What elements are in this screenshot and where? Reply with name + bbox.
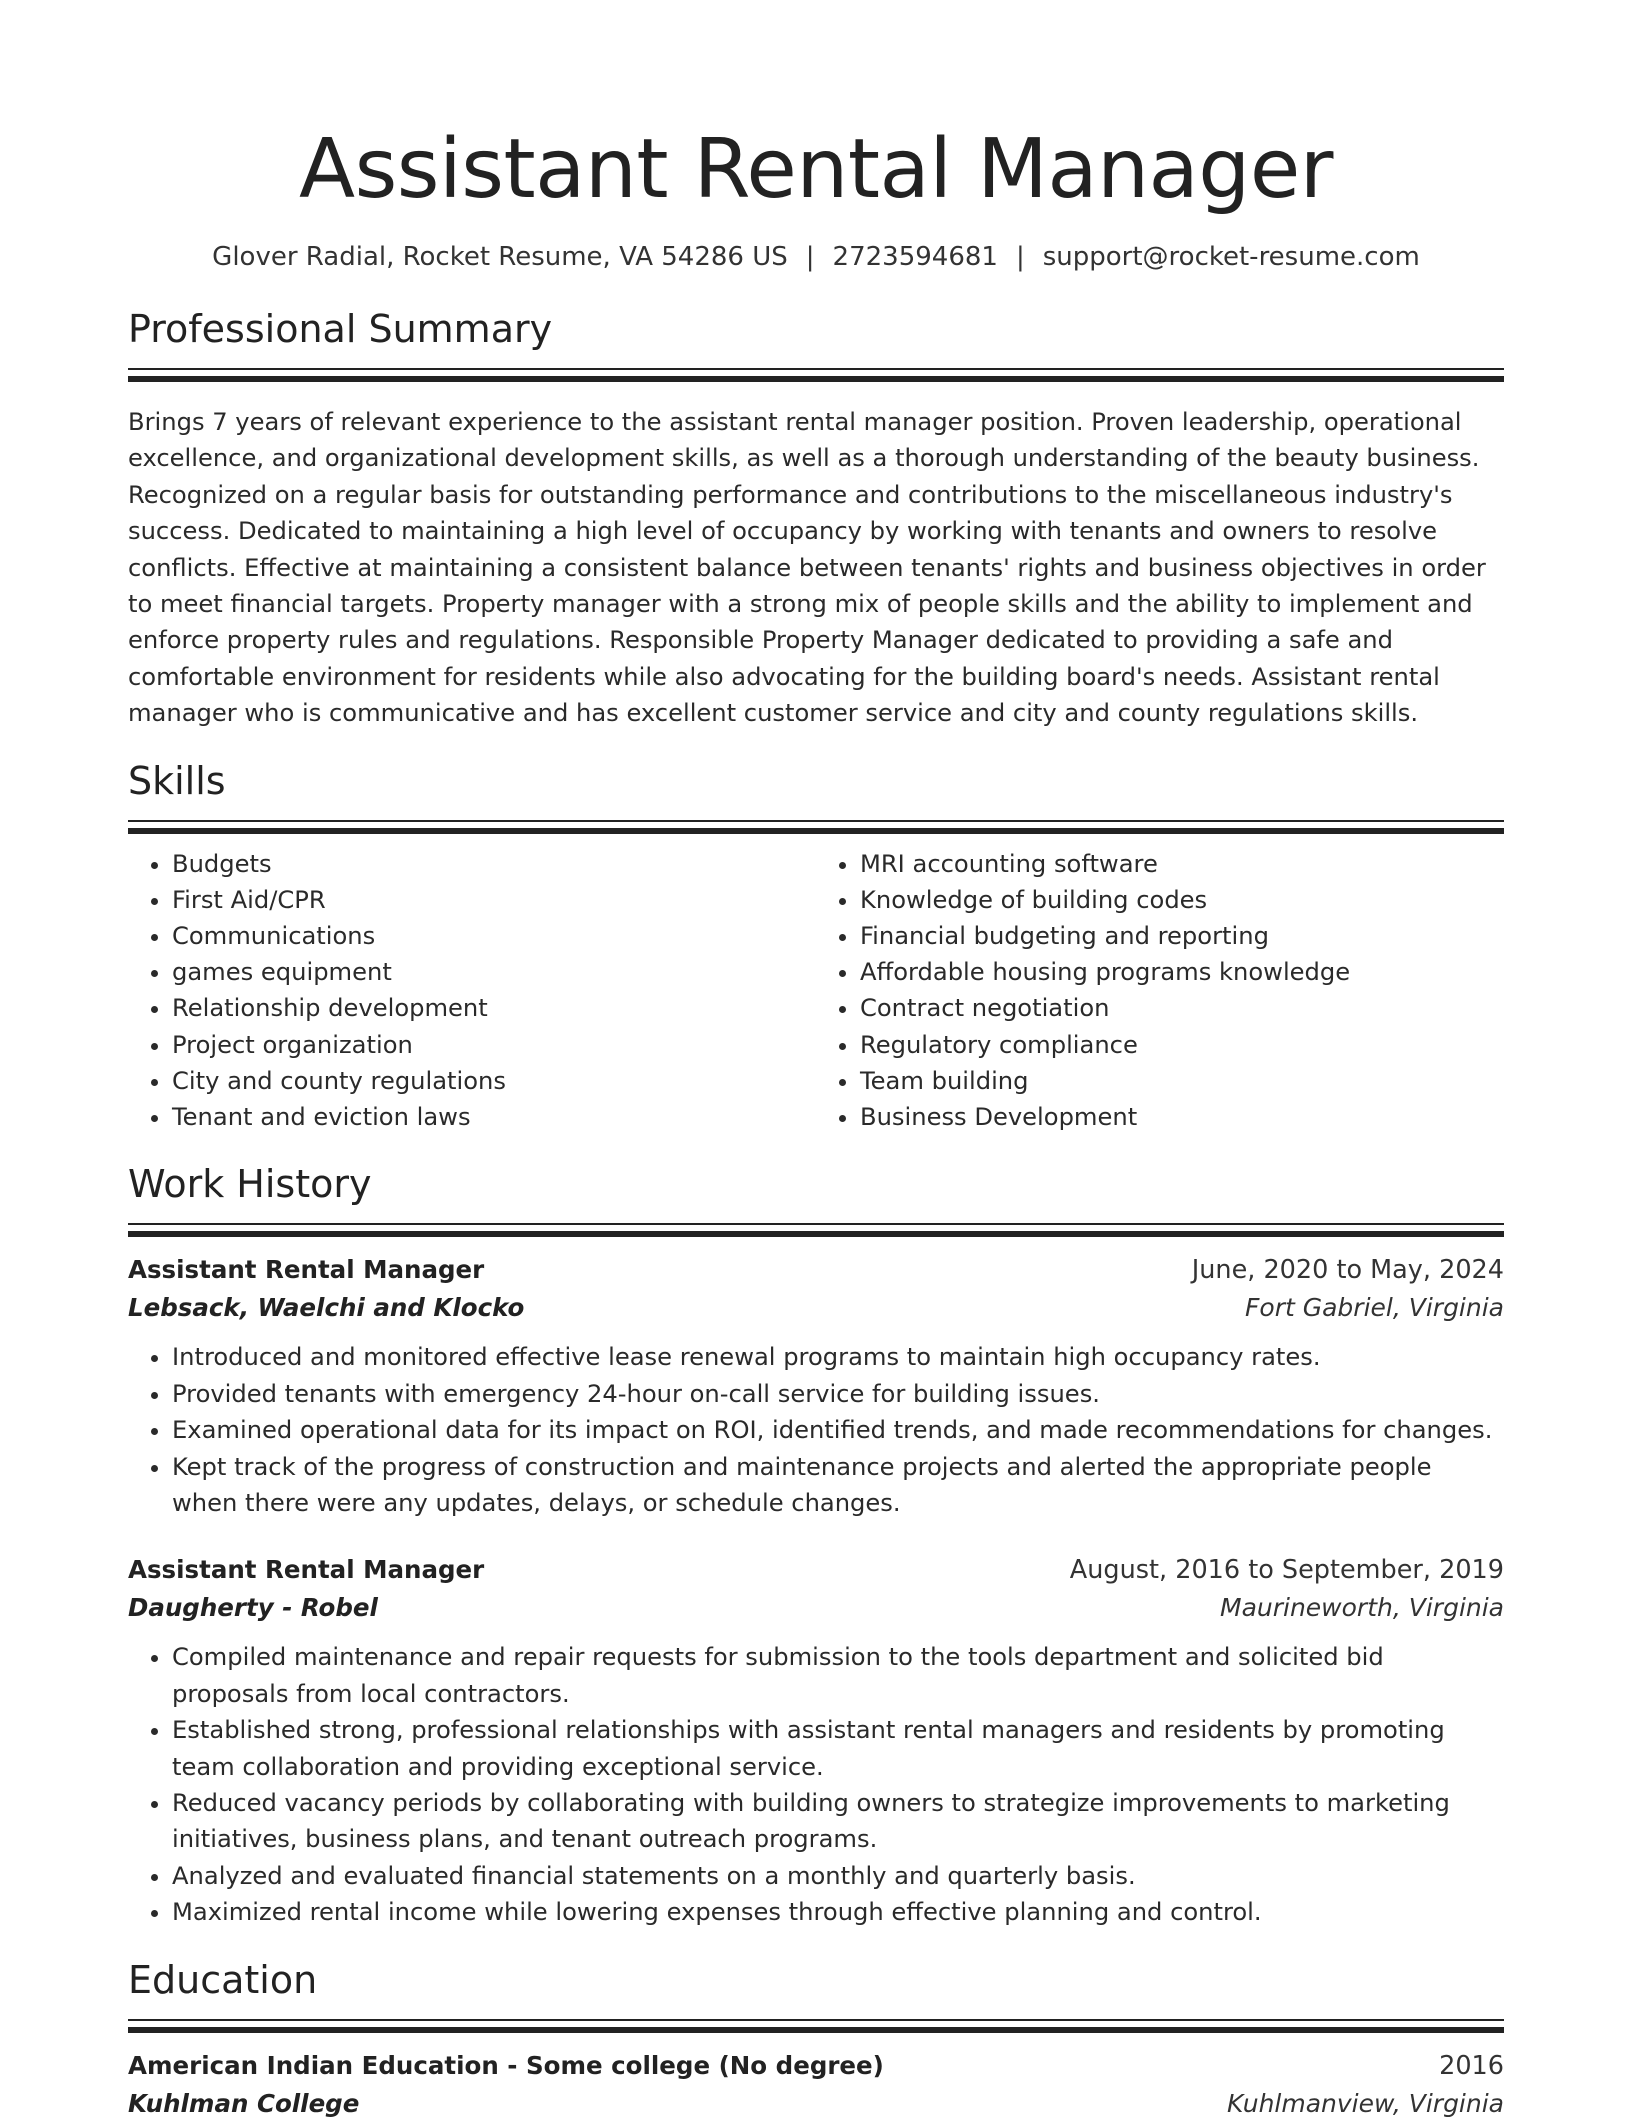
job-location: Maurineworth, Virginia xyxy=(1220,1593,1504,1623)
contact-email: support@rocket-resume.com xyxy=(1042,242,1420,272)
education-school: Kuhlman College xyxy=(128,2088,360,2118)
section-divider xyxy=(128,2019,1504,2033)
job-title: Assistant Rental Manager xyxy=(128,1255,485,1285)
work-heading: Work History xyxy=(128,1162,372,1207)
summary-section xyxy=(128,306,1504,732)
skill-item: • Communications xyxy=(172,918,816,954)
skill-item: • City and county regulations xyxy=(172,1063,816,1099)
skills-heading: Skills xyxy=(128,758,226,803)
resume-page xyxy=(128,0,1504,2123)
skill-item: • Regulatory compliance xyxy=(860,1027,1504,1063)
education-location: Kuhlmanview, Virginia xyxy=(1227,2088,1504,2118)
skill-item: • Tenant and eviction laws xyxy=(172,1099,816,1135)
skills-section xyxy=(128,758,1504,1136)
job-company: Lebsack, Waelchi and Klocko xyxy=(128,1293,525,1323)
skills-list-left xyxy=(128,846,816,1136)
job-company: Daugherty - Robel xyxy=(128,1593,378,1623)
job-bullet: • Reduced vacancy periods by collaborating with building owners to strategize improvements to marketing initiatives, business plans, and tenant outreach programs. xyxy=(172,1785,1504,1858)
education-heading: Education xyxy=(128,1957,318,2002)
skill-item: • games equipment xyxy=(172,954,816,990)
skill-item: • Team building xyxy=(860,1063,1504,1099)
summary-text: Brings 7 years of relevant experience to the assistant rental manager position. Proven leadership, operational excellence, and organizational development skills, as well as a thorough understanding of the beauty business. Recognized on a regular basis for outstanding performance and contributions to the miscellaneous industry's success. Dedicated to maintaining a high level of occupancy by working with tenants and owners to resolve conflicts. Effective at maintaining a consistent balance between tenants' rights and business objectives in order to meet financial targets. Property manager with a strong mix of people skills and the ability to implement and enforce property rules and regulations. Responsible Property Manager dedicated to providing a safe and comfortable environment for residents while also advocating for the building board's needs. Assistant rental manager who is communicative and has excellent customer service and city and county regulations skills. xyxy=(128,408,1486,728)
skill-item: • Business Development xyxy=(860,1099,1504,1135)
education-section xyxy=(128,1957,1504,2123)
job-bullet: • Established strong, professional relationships with assistant rental managers and residents by promoting team collaboration and providing exceptional service. xyxy=(172,1712,1504,1785)
job-title: Assistant Rental Manager xyxy=(128,1555,485,1585)
job-entry xyxy=(128,1251,1504,1521)
summary-heading: Professional Summary xyxy=(128,307,553,351)
contact-phone: 2723594681 xyxy=(832,242,998,272)
skill-item: • Financial budgeting and reporting xyxy=(860,918,1504,954)
job-bullet: • Analyzed and evaluated financial statements on a monthly and quarterly basis. xyxy=(172,1858,1504,1894)
skills-columns xyxy=(128,846,1504,1136)
job-bullet: • Provided tenants with emergency 24-hour on-call service for building issues. xyxy=(172,1376,1504,1412)
skill-item: • First Aid/CPR xyxy=(172,882,816,918)
section-divider xyxy=(128,368,1504,382)
job-bullets xyxy=(128,1339,1504,1521)
job-bullet: • Examined operational data for its impact on ROI, identified trends, and made recommendations for changes. xyxy=(172,1412,1504,1448)
skill-item: • Knowledge of building codes xyxy=(860,882,1504,918)
skill-item: • Relationship development xyxy=(172,990,816,1026)
job-dates: August, 2016 to September, 2019 xyxy=(1069,1555,1504,1586)
job-location: Fort Gabriel, Virginia xyxy=(1245,1293,1504,1323)
resume-title: Assistant Rental Manager xyxy=(298,122,1334,217)
skill-item: • MRI accounting software xyxy=(860,846,1504,882)
job-entry xyxy=(128,1551,1504,1930)
skills-list-right xyxy=(816,846,1504,1136)
job-dates: June, 2020 to May, 2024 xyxy=(1191,1255,1504,1286)
job-bullet: • Introduced and monitored effective lease renewal programs to maintain high occupancy rates. xyxy=(172,1339,1504,1375)
contact-separator: | xyxy=(805,242,815,272)
skill-item: • Affordable housing programs knowledge xyxy=(860,954,1504,990)
skill-item: • Contract negotiation xyxy=(860,990,1504,1026)
section-divider xyxy=(128,1223,1504,1237)
job-bullets xyxy=(128,1639,1504,1930)
skill-item: • Project organization xyxy=(172,1027,816,1063)
work-section xyxy=(128,1161,1504,1930)
job-bullet: • Compiled maintenance and repair requests for submission to the tools department and solicited bid proposals from local contractors. xyxy=(172,1639,1504,1712)
job-bullet: • Maximized rental income while lowering expenses through effective planning and control. xyxy=(172,1894,1504,1930)
education-year: 2016 xyxy=(1439,2050,1504,2081)
skill-item: • Budgets xyxy=(172,846,816,882)
section-divider xyxy=(128,820,1504,834)
education-degree: American Indian Education - Some college (No degree) xyxy=(128,2050,884,2080)
contact-separator: | xyxy=(1015,242,1025,272)
education-entry xyxy=(128,2047,1504,2123)
contact-address: Glover Radial, Rocket Resume, VA 54286 US xyxy=(212,242,788,272)
contact-line xyxy=(128,240,1504,274)
job-bullet: • Kept track of the progress of construction and maintenance projects and alerted the appropriate people when there were any updates, delays, or schedule changes. xyxy=(172,1449,1504,1522)
